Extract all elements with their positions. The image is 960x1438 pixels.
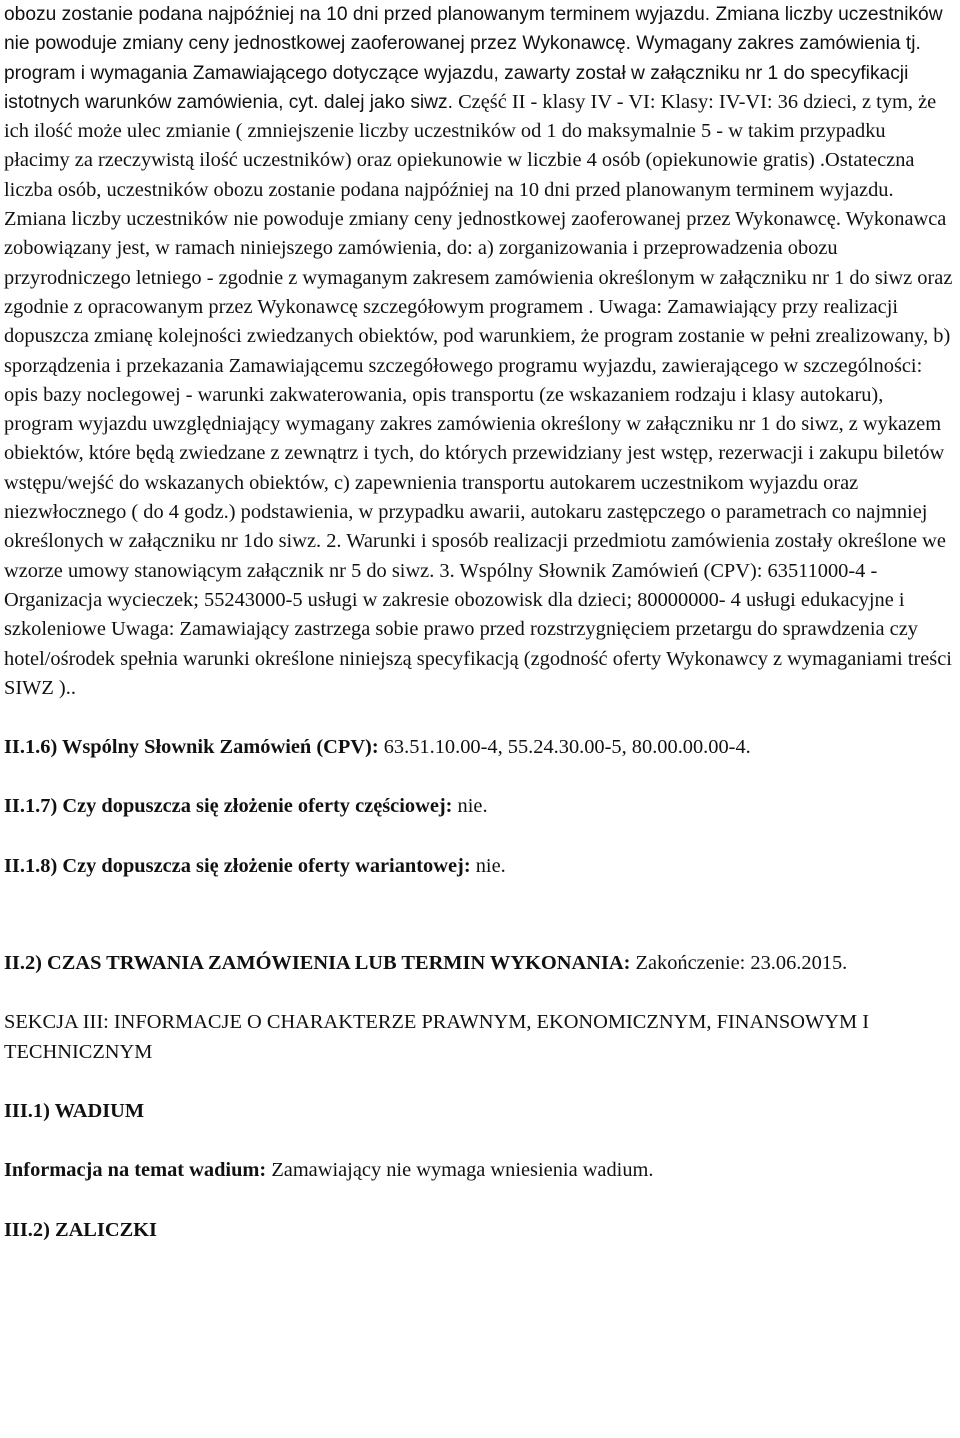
wadium-value: Zamawiający nie wymaga wniesienia wadium. — [266, 1159, 654, 1182]
duration-line — [4, 949, 956, 978]
partial-offer-value: nie. — [452, 795, 488, 818]
variant-offer-line — [4, 852, 956, 881]
cpv-line — [4, 733, 956, 762]
body-paragraph — [4, 0, 956, 703]
partial-offer-line — [4, 792, 956, 821]
variant-offer-value: nie. — [470, 854, 506, 877]
partial-offer-label: II.1.7) Czy dopuszcza się złożenie oferty częściowej: — [4, 795, 453, 818]
variant-offer-label: II.1.8) Czy dopuszcza się złożenie oferty wariantowej: — [4, 854, 471, 877]
duration-label: II.2) CZAS TRWANIA ZAMÓWIENIA LUB TERMIN WYKONANIA: — [4, 952, 631, 975]
wadium-heading: III.1) WADIUM — [4, 1099, 145, 1122]
section3-heading: SEKCJA III: INFORMACJE O CHARAKTERZE PRAWNYM, EKONOMICZNYM, FINANSOWYM I TECHNICZNYM — [4, 1011, 869, 1063]
document-page — [4, 0, 956, 1245]
wadium-label: Informacja na temat wadium: — [4, 1159, 267, 1182]
duration-value: Zakończenie: 23.06.2015. — [630, 952, 848, 975]
body-text-serif: Część II - klasy IV - VI: Klasy: IV-VI: 36 dzieci, z tym, że ich ilość może ulec zmianie ( zmniejszenie liczby uczestników od 1 do maksymalnie 5 - w takim przypadku płacimy za rzeczywistą ilość uczestników) oraz opiekunowie w liczbie 4 osób (opiekunowie gratis) .Ostateczna liczba osób, uczestników obozu zostanie podana najpóźniej na 10 dni przed planowanym terminem wyjazdu. Zmiana liczby uczestników nie powoduje zmiany ceny jednostkowej zaoferowanej przez Wykonawcę. Wykonawca zobowiązany jest, w ramach niniejszego zamówienia, do: a) zorganizowania i przeprowadzenia obozu przyrodniczego letniego - zgodnie z wymaganym zakresem zamówienia określonym w załączniku nr 1 do siwz oraz zgodnie z opracowanym przez Wykonawcę szczegółowym programem . Uwaga: Zamawiający przy realizacji dopuszcza zmianę kolejności zwiedzanych obiektów, pod warunkiem, że program zostanie w pełni zrealizowany, b) sporządzenia i przekazania Zamawiającemu szczegółowego programu wyjazdu, zawierającego w szczególności: opis bazy noclegowej - warunki zakwaterowania, opis transportu (ze wskazaniem rodzaju i klasy autokaru), program wyjazdu uwzględniający wymagany zakres zamówienia określony w załączniku nr 1 do siwz, z wykazem obiektów, które będą zwiedzane z zewnątrz i tych, do których przewidziany jest wstęp, rezerwacji i zakupu biletów wstępu/wejść do wskazanych obiektów, c) zapewnienia transportu autokarem uczestnikom wyjazdu oraz niezwłocznego ( do 4 godz.) podstawienia, w przypadku awarii, autokaru zastępczego o parametrach co najmniej określonych w załączniku nr 1do siwz. 2. Warunki i sposób realizacji przedmiotu zamówienia zostały określone we wzorze umowy stanowiącym załącznik nr 5 do siwz. 3. Wspólny Słownik Zamówień (CPV): 63511000-4 - Organizacja wycieczek; 55243000-5 usługi w zakresie obozowisk dla dzieci; 80000000- 4 usługi edukacyjne i szkoleniowe Uwaga: Zamawiający zastrzega sobie prawo przed rozstrzygnięciem przetargu do sprawdzenia czy hotel/ośrodek spełnia warunki określone niniejszą specyfikacją (zgodność oferty Wykonawcy z wymaganiami treści SIWZ ).. — [4, 90, 953, 699]
cpv-value: 63.51.10.00-4, 55.24.30.00-5, 80.00.00.00-4. — [378, 736, 751, 759]
body-text-sans: obozu zostanie podana najpóźniej na 10 dni przed planowanym terminem wyjazdu. Zmiana liczby uczestników nie powoduje zmiany ceny jednostkowej zaoferowanej przez Wykonawcę. Wymagany zakres zamówienia tj. program i wymagania Zamawiającego dotyczące wyjazdu, zawarty został w załączniku nr 1 do specyfikacji istotnych warunków zamówienia, cyt. dalej jako siwz. — [4, 4, 943, 113]
wadium-line — [4, 1156, 956, 1185]
cpv-label: II.1.6) Wspólny Słownik Zamówień (CPV): — [4, 736, 379, 759]
advances-heading: III.2) ZALICZKI — [4, 1218, 157, 1241]
